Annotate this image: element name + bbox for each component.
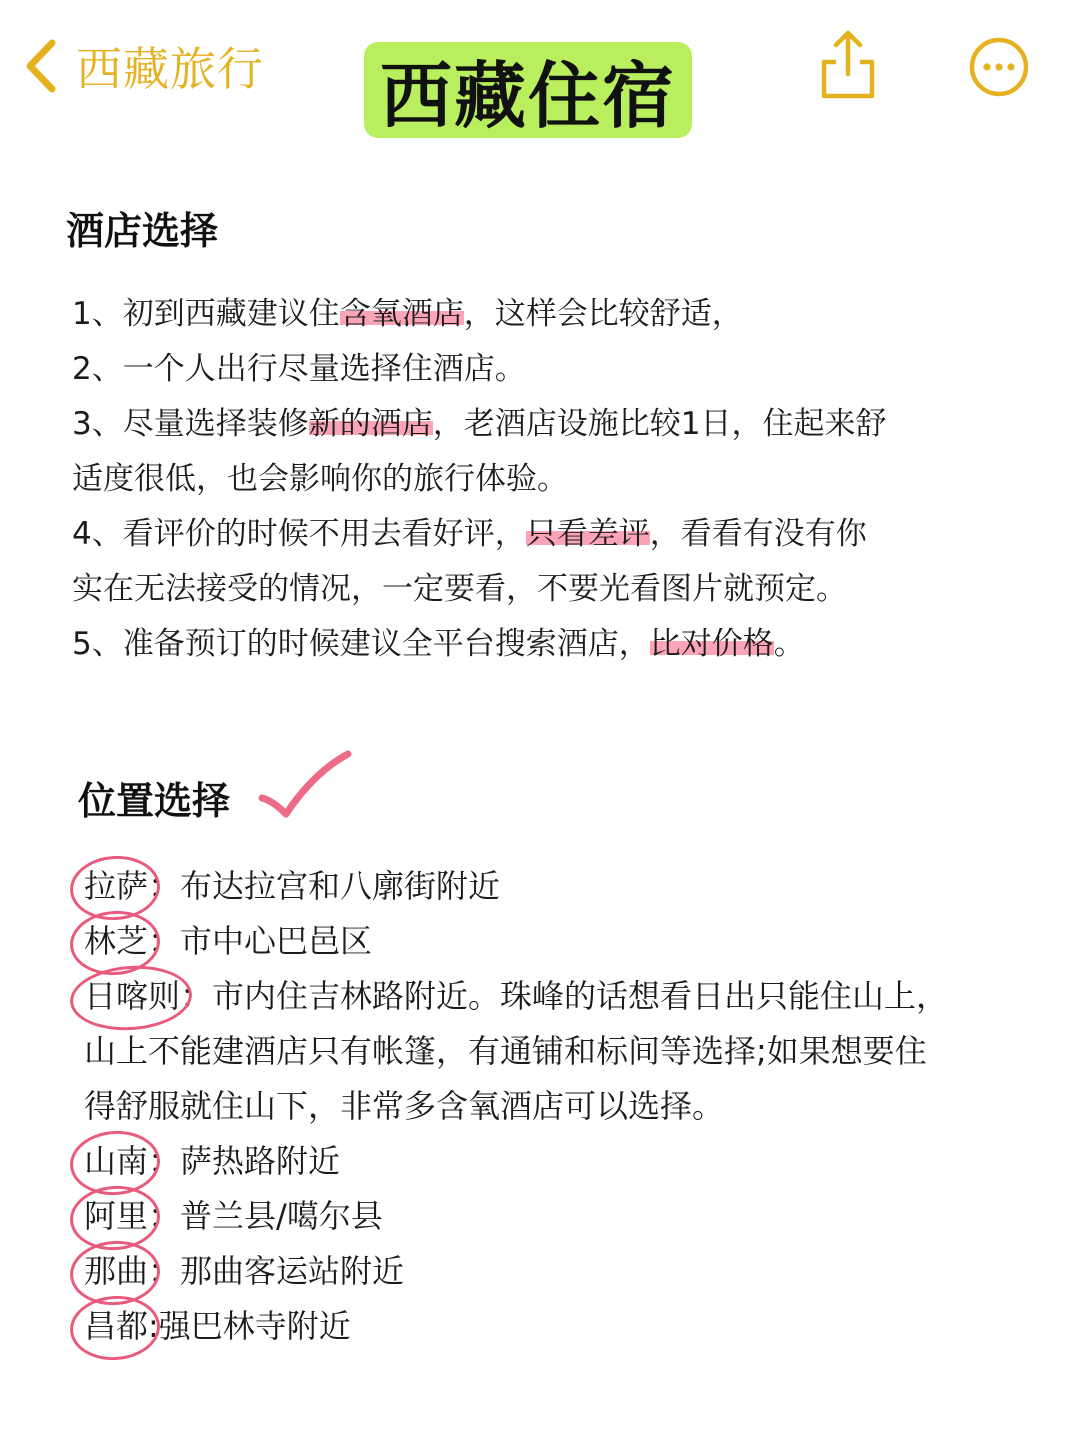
location-row-continuation: 得舒服就住山下，非常多含氧酒店可以选择。 [84, 1087, 725, 1125]
location-row-shigatse: 日喀则：市内住吉林路附近。珠峰的话想看日出只能住山上， [84, 976, 948, 1016]
top-bar [0, 0, 1080, 150]
highlight-mark: 只看差评 [525, 516, 650, 552]
location-row-shannan: 山南：萨热路附近 [84, 1141, 340, 1181]
location-row-qamdo: 昌都:强巴林寺附近 [84, 1306, 351, 1346]
city-name: 昌都 [84, 1306, 148, 1346]
more-icon[interactable] [968, 36, 1030, 98]
page-title-chip [364, 42, 692, 138]
location-row-continuation: 山上不能建酒店只有帐篷，有通铺和标间等选择;如果想要住 [84, 1032, 927, 1070]
city-name: 拉萨 [84, 866, 148, 906]
hotel-line-4: 适度很低，也会影响你的旅行体验。 [72, 461, 568, 497]
highlight-mark: 新的酒店 [308, 406, 433, 442]
circle-mark [68, 962, 194, 1034]
share-icon[interactable] [818, 28, 878, 100]
location-section-title: 位置选择 [78, 779, 231, 823]
circle-mark [68, 1293, 162, 1363]
location-row-ngari: 阿里：普兰县/噶尔县 [84, 1196, 383, 1236]
location-row-lhasa: 拉萨：布达拉宫和八廓街附近 [84, 866, 500, 906]
hotel-line-2: 2、一个人出行尽量选择住酒店。 [72, 351, 526, 387]
hotel-line-1: 1、初到西藏建议住含氧酒店，这样会比较舒适， [72, 296, 743, 332]
highlight-mark: 比对价格 [649, 626, 774, 662]
city-name: 日喀则 [84, 976, 180, 1016]
hotel-line-3: 3、尽量选择装修新的酒店，老酒店设施比较1日，住起来舒 [72, 406, 887, 442]
chevron-left-icon [22, 37, 58, 95]
back-label: 西藏旅行 [76, 42, 264, 96]
hotel-line-5: 4、看评价的时候不用去看好评，只看差评，看看有没有你 [72, 516, 867, 552]
hotel-section-title: 酒店选择 [66, 209, 219, 253]
city-name: 阿里 [84, 1196, 148, 1236]
checkmark-icon [256, 748, 356, 828]
city-name: 那曲 [84, 1251, 148, 1291]
hotel-line-7: 5、准备预订的时候建议全平台搜索酒店，比对价格。 [72, 626, 805, 662]
location-row-nyingchi: 林芝：市中心巴邑区 [84, 921, 372, 961]
back-button[interactable] [22, 34, 264, 98]
city-name: 林芝 [84, 921, 148, 961]
page-title: 西藏住宿 [379, 54, 676, 138]
highlight-mark: 含氧酒店 [339, 296, 464, 332]
hotel-line-6: 实在无法接受的情况，一定要看，不要光看图片就预定。 [72, 571, 847, 607]
location-row-nagqu: 那曲：那曲客运站附近 [84, 1251, 404, 1291]
city-name: 山南 [84, 1141, 148, 1181]
